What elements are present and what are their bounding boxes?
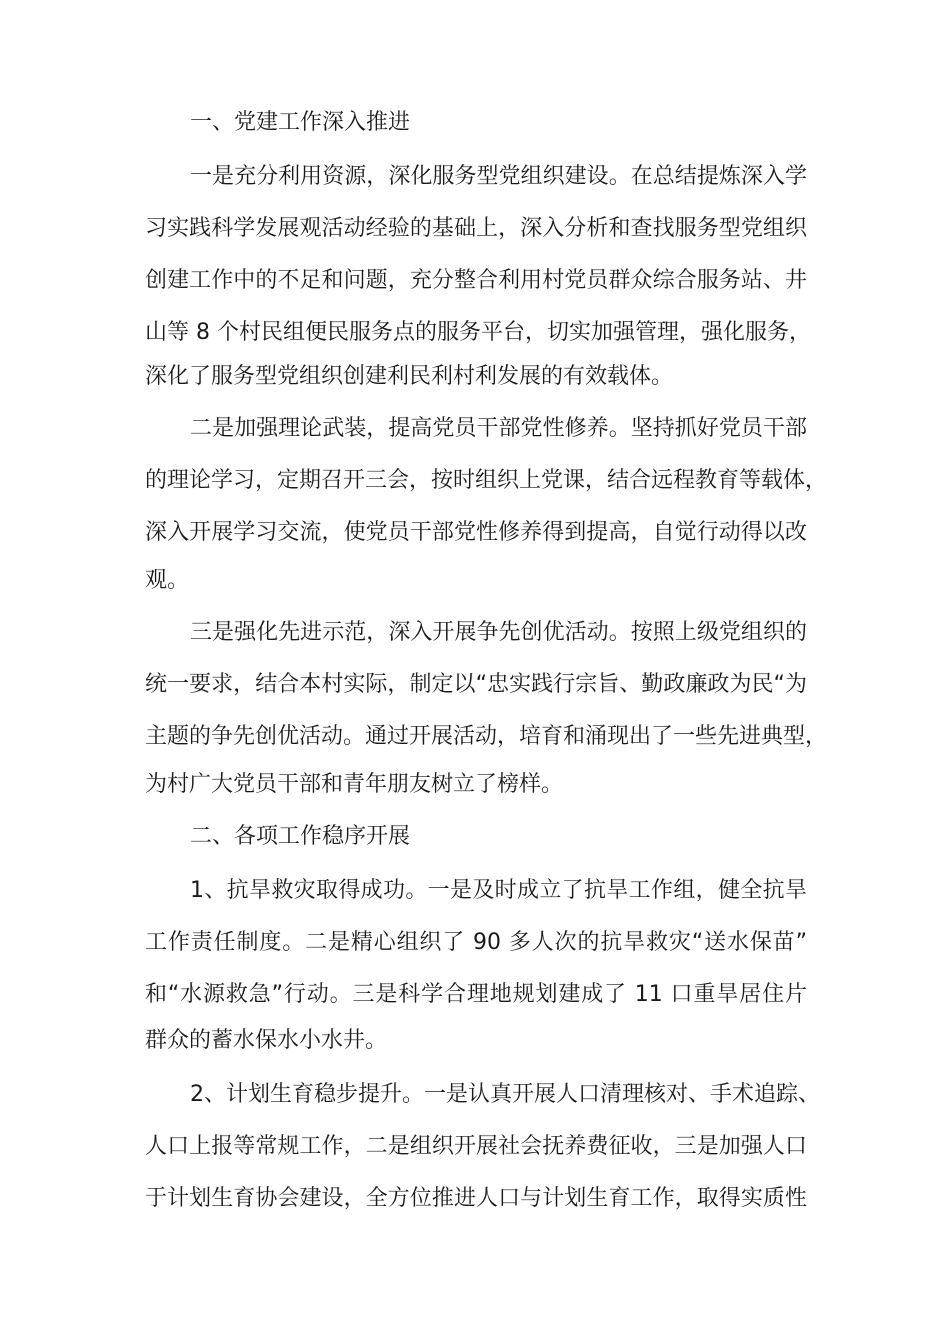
paragraph-line: 工作责任制度。二是精心组织了 90 多人次的抗旱救灾“送水保苗”	[145, 930, 807, 955]
paragraph-line: 为村广大党员干部和青年朋友树立了榜样。	[145, 772, 564, 797]
paragraph-line: 人口上报等常规工作，二是组织开展社会抚养费征收，三是加强人口	[145, 1134, 807, 1159]
paragraph-line: 三是强化先进示范，深入开展争先创优活动。按照上级党组织的	[190, 620, 807, 645]
paragraph-line: 一是充分利用资源，深化服务型党组织建设。在总结提炼深入学	[190, 164, 807, 189]
paragraph-line: 深化了服务型党组织创建利民利村利发展的有效载体。	[145, 364, 674, 389]
paragraph-line: 创建工作中的不足和问题，充分整合利用村党员群众综合服务站、井	[145, 268, 807, 293]
paragraph-line: 主题的争先创优活动。通过开展活动，培育和涌现出了一些先进典型，	[145, 724, 828, 749]
paragraph-line: 于计划生育协会建设，全方位推进人口与计划生育工作，取得实质性	[145, 1186, 807, 1211]
paragraph-line: 山等 8 个村民组便民服务点的服务平台，切实加强管理，强化服务，	[145, 320, 811, 345]
paragraph-line: 深入开展学习交流，使党员干部党性修养得到提高，自觉行动得以改	[145, 520, 807, 545]
paragraph-line: 1、抗旱救灾取得成功。一是及时成立了抗旱工作组，健全抗旱	[190, 878, 807, 903]
paragraph-line: 的理论学习，定期召开三会，按时组织上党课，结合远程教育等载体，	[145, 468, 828, 493]
section-heading-1: 一、党建工作深入推进	[190, 110, 411, 135]
paragraph-line: 和“水源救急”行动。三是科学合理地规划建成了 11 口重旱居住片	[145, 982, 807, 1007]
section-heading-2: 二、各项工作稳序开展	[190, 824, 411, 849]
paragraph-line: 习实践科学发展观活动经验的基础上，深入分析和查找服务型党组织	[145, 216, 807, 241]
paragraph-line: 2、计划生育稳步提升。一是认真开展人口清理核对、手术追踪、	[190, 1082, 820, 1107]
paragraph-line: 二是加强理论武装，提高党员干部党性修养。坚持抓好党员干部	[190, 416, 807, 441]
paragraph-line: 统一要求，结合本村实际，制定以“忠实践行宗旨、勤政廉政为民“为	[145, 672, 807, 697]
paragraph-line: 群众的蓄水保水小水井。	[145, 1028, 388, 1053]
paragraph-line: 观。	[145, 568, 190, 593]
